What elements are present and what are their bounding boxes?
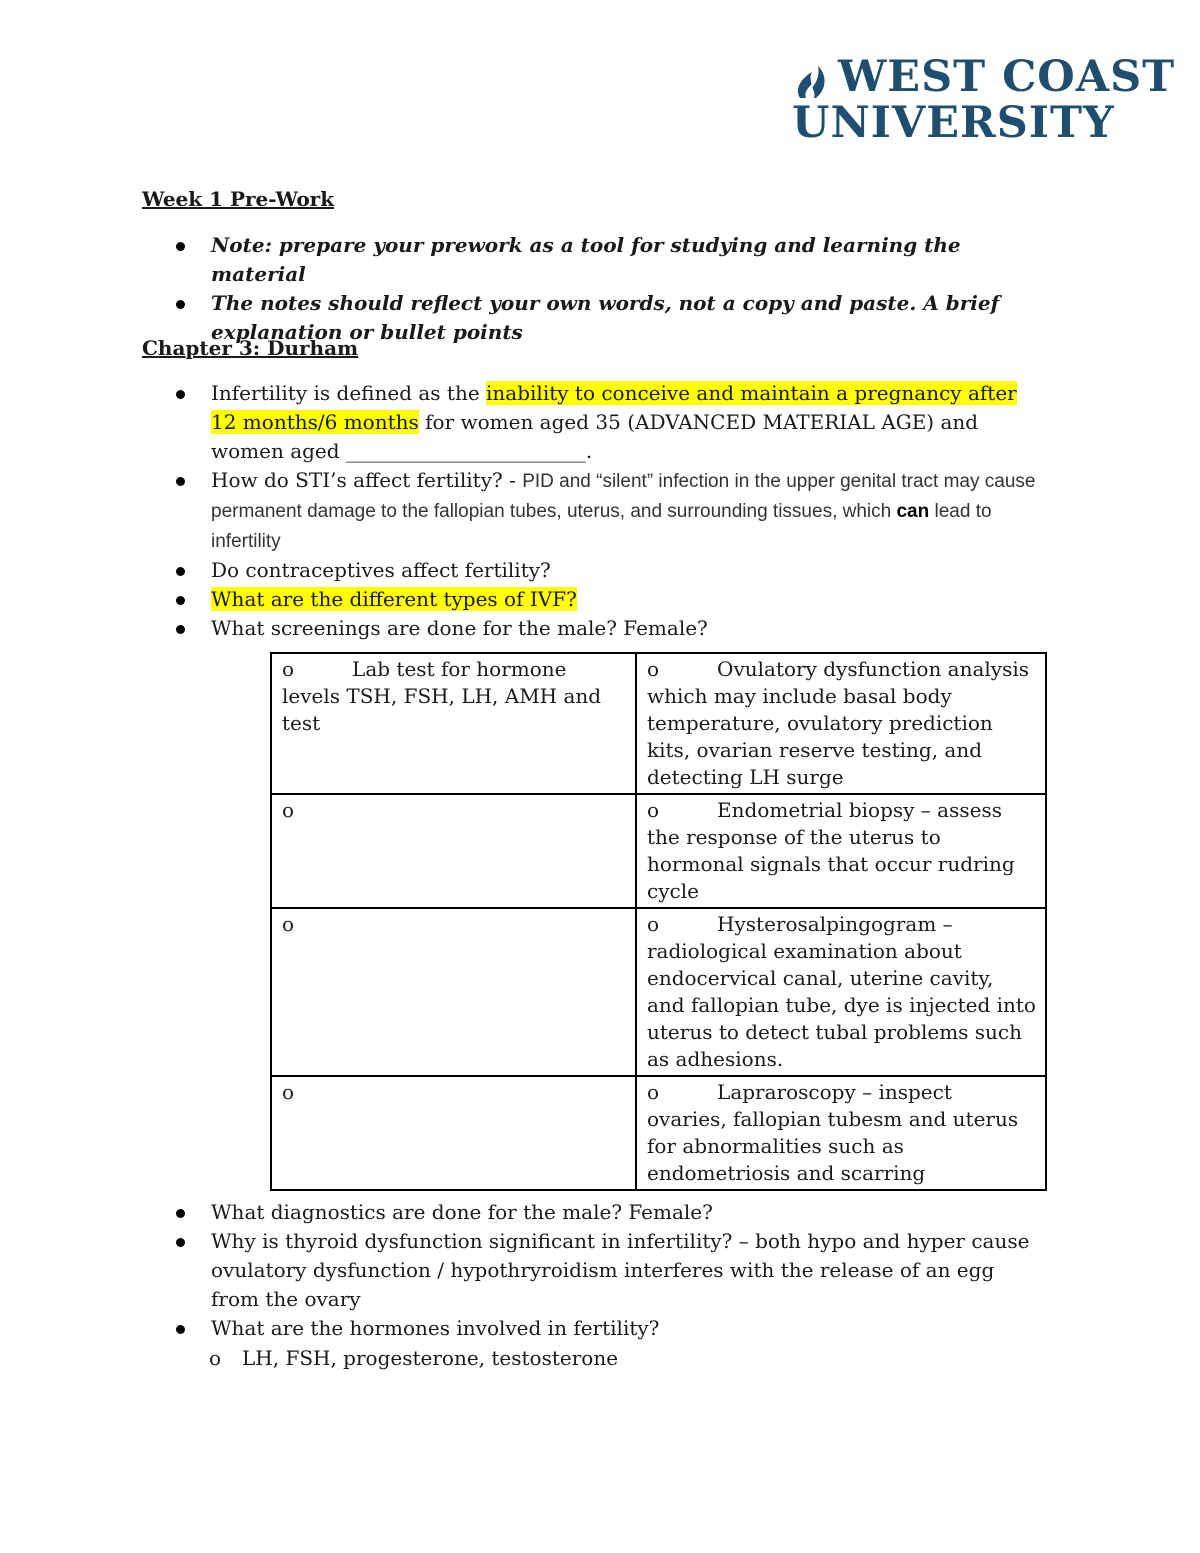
sub-item-text: LH, FSH, progesterone, testosterone	[242, 1346, 619, 1370]
cell-marker: o	[647, 1080, 660, 1104]
cell-text: Endometrial biopsy – assess the response of the uterus to hormonal signals that occur rudring cycle	[647, 798, 1015, 903]
cell-marker: o	[647, 657, 660, 681]
cell-marker: o	[282, 798, 295, 822]
table-cell	[636, 794, 1046, 908]
flame-icon	[792, 64, 834, 100]
list-item	[170, 466, 1040, 556]
chapter-heading: Chapter 3: Durham	[142, 336, 359, 360]
sub-list-item	[170, 1344, 1040, 1373]
table-cell	[271, 908, 636, 1076]
questions-list-2	[170, 1198, 1040, 1343]
cell-text: Ovulatory dysfunction analysis which may include basal body temperature, ovulatory prediction kits, ovarian reserve testing, and detecting LH surge	[647, 657, 1030, 789]
sti-answer-text: PID and “silent” infection in the upper genital tract may cause permanent damage to the fallopian tubes, uterus, and surrounding tissues, which	[211, 471, 1036, 522]
cell-text: Lapraroscopy – inspect ovaries, fallopian tubesm and uterus for abnormalities such as endometriosis and scarring	[647, 1080, 1019, 1185]
cell-marker: o	[647, 912, 660, 936]
logo-line-1: WEST COAST	[838, 52, 1176, 102]
sub-marker: o	[209, 1346, 222, 1370]
notes-list	[170, 231, 1040, 347]
table-cell	[636, 1076, 1046, 1190]
screenings-table	[270, 652, 1047, 1191]
cell-text: Hysterosalpingogram – radiological examination about endocervical canal, uterine cavity, and fallopian tube, dye is injected into uterus to detect tubal problems such as adhesions.	[647, 912, 1036, 1071]
list-item: What diagnostics are done for the male? Female?	[170, 1198, 1040, 1227]
list-item: Note: prepare your prework as a tool for studying and learning the material	[170, 231, 1040, 289]
logo-line-2: UNIVERSITY	[792, 98, 1115, 148]
list-item	[170, 379, 1040, 466]
list-item: Why is thyroid dysfunction significant in infertility? – both hypo and hyper cause ovulatory dysfunction / hypothryroidism interferes with the release of an egg from the ovary	[170, 1227, 1040, 1314]
list-item: What screenings are done for the male? Female?	[170, 614, 1040, 643]
cell-text: Lab test for hormone levels TSH, FSH, LH, AMH and test	[282, 657, 602, 735]
table-cell	[271, 794, 636, 908]
university-logo	[792, 52, 1176, 148]
table-row	[271, 1076, 1046, 1190]
sub-list	[170, 1344, 1040, 1373]
table-row	[271, 908, 1046, 1076]
cell-marker: o	[647, 798, 660, 822]
week-heading: Week 1 Pre-Work	[142, 187, 335, 211]
highlight: inability to conceive and maintain a pregnancy after 12 months/6 months	[211, 381, 1017, 434]
list-item: The notes should reflect your own words, not a copy and paste. A brief explanation or bullet points	[170, 289, 1040, 347]
table-cell	[271, 1076, 636, 1190]
list-item: What are the hormones involved in fertility?	[170, 1314, 1040, 1343]
sti-question: How do STI’s affect fertility? -	[211, 468, 523, 492]
cell-marker: o	[282, 657, 295, 681]
table-row	[271, 653, 1046, 794]
list-item: Do contraceptives affect fertility?	[170, 556, 1040, 585]
cell-marker: o	[282, 912, 295, 936]
list-item	[170, 585, 1040, 614]
cell-marker: o	[282, 1080, 295, 1104]
questions-list	[170, 379, 1040, 643]
table-cell	[271, 653, 636, 794]
infertility-text: Infertility is defined as the	[211, 381, 487, 405]
table-cell	[636, 653, 1046, 794]
table-cell	[636, 908, 1046, 1076]
infertility-text-end: for women aged 35 (ADVANCED MATERIAL AGE) and women aged ________________________.	[211, 410, 979, 463]
table-row	[271, 794, 1046, 908]
sti-answer-end: lead to infertility	[211, 501, 992, 552]
highlight: What are the different types of IVF?	[211, 587, 577, 611]
sti-answer-bold: can	[896, 501, 930, 522]
